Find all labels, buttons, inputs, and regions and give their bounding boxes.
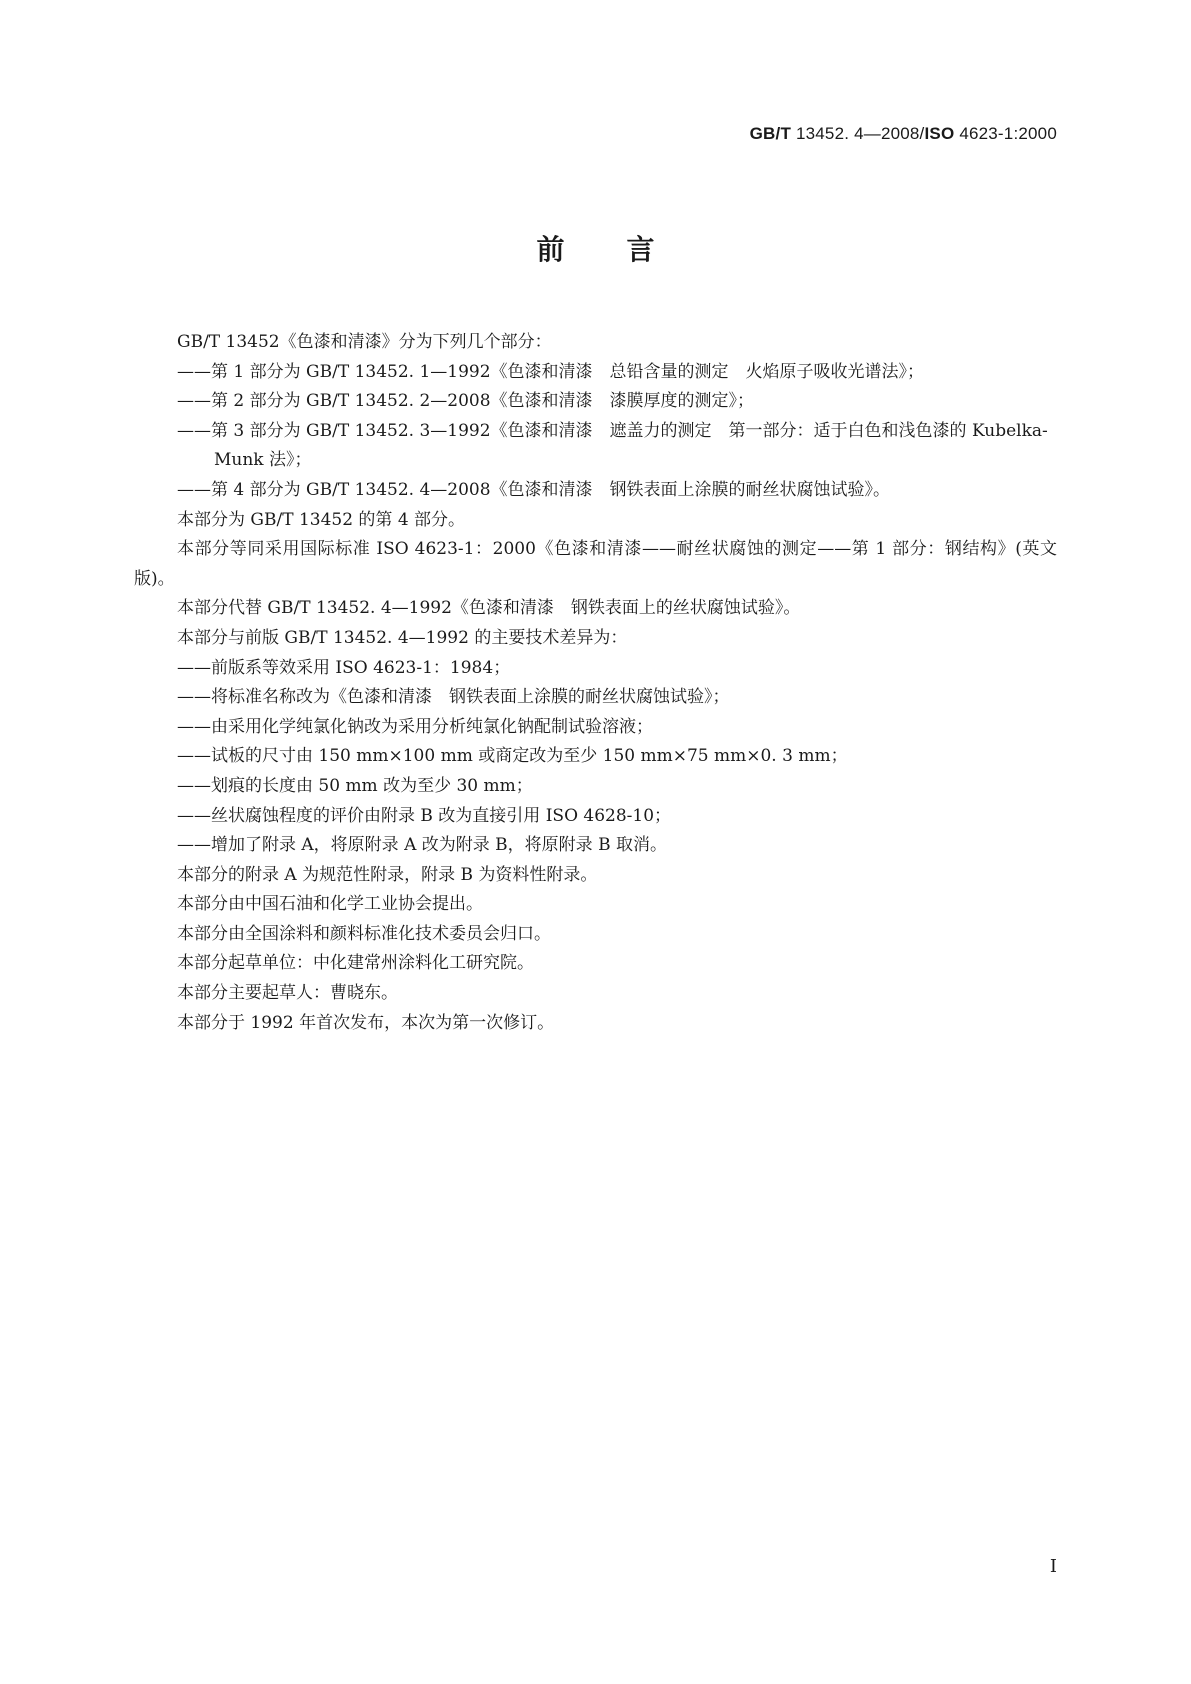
paragraph: 本部分主要起草人：曹晓东。 — [177, 983, 398, 1004]
paragraph: 本部分于 1992 年首次发布，本次为第一次修订。 — [177, 1012, 555, 1033]
list-item: ——丝状腐蚀程度的评价由附录 B 改为直接引用 ISO 4628-10； — [177, 805, 672, 826]
list-item: ——由采用化学纯氯化钠改为采用分析纯氯化钠配制试验溶液； — [177, 716, 653, 737]
header-code-iso: ISO — [924, 124, 955, 143]
paragraph: 本部分起草单位：中化建常州涂料化工研究院。 — [177, 953, 534, 974]
list-item: ——第 1 部分为 GB/T 13452. 1—1992《色漆和清漆 总铅含量的测定 火焰原子吸收光谱法》； — [177, 361, 925, 382]
paragraph: 本部分由中国石油和化学工业协会提出。 — [177, 894, 483, 915]
list-item: ——第 4 部分为 GB/T 13452. 4—2008《色漆和清漆 钢铁表面上涂膜的耐丝状腐蚀试验》。 — [177, 479, 891, 500]
paragraph: 本部分为 GB/T 13452 的第 4 部分。 — [177, 509, 466, 530]
standard-number-header — [750, 124, 1057, 144]
list-item: ——前版系等效采用 ISO 4623-1：1984； — [177, 657, 511, 678]
paragraph: 本部分的附录 A 为规范性附录，附录 B 为资料性附录。 — [177, 864, 598, 885]
page-title: 前言 — [536, 233, 717, 266]
paragraph: 本部分等同采用国际标准 ISO 4623-1：2000《色漆和清漆——耐丝状腐蚀的测定——第 1 部分：钢结构》(英文版)。 — [134, 539, 1057, 589]
header-code-gbt: GB/T — [749, 124, 792, 143]
list-item: ——增加了附录 A，将原附录 A 改为附录 B，将原附录 B 取消。 — [177, 835, 667, 856]
page-number: I — [1049, 1556, 1057, 1577]
header-code-iso-number: 4623-1:2000 — [954, 124, 1057, 143]
list-item: ——试板的尺寸由 150 mm×100 mm 或商定改为至少 150 mm×75 mm×0. 3 mm； — [177, 746, 848, 767]
list-item: ——划痕的长度由 50 mm 改为至少 30 mm； — [177, 775, 533, 796]
list-item: ——第 3 部分为 GB/T 13452. 3—1992《色漆和清漆 遮盖力的测定 第一部分：适于白色和浅色漆的 Kubelka-Munk 法》； — [177, 420, 1048, 471]
paragraph: 本部分由全国涂料和颜料标准化技术委员会归口。 — [177, 923, 551, 944]
list-item: ——第 2 部分为 GB/T 13452. 2—2008《色漆和清漆 漆膜厚度的测定》； — [177, 391, 755, 412]
paragraph: 本部分与前版 GB/T 13452. 4—1992 的主要技术差异为： — [177, 627, 628, 648]
paragraph: 本部分代替 GB/T 13452. 4—1992《色漆和清漆 钢铁表面上的丝状腐蚀试验》。 — [177, 598, 801, 619]
header-code-number: 13452. 4—2008/ — [791, 124, 925, 143]
list-item: ——将标准名称改为《色漆和清漆 钢铁表面上涂膜的耐丝状腐蚀试验》； — [177, 687, 730, 708]
preface-body — [134, 328, 1057, 1038]
paragraph: GB/T 13452《色漆和清漆》分为下列几个部分： — [177, 332, 552, 352]
